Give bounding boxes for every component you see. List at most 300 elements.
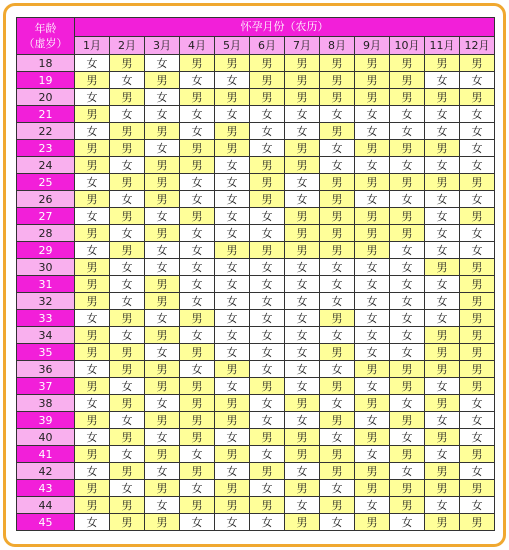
age-cell: 22 (17, 123, 75, 140)
gender-cell: 女 (460, 395, 495, 412)
table-row (17, 361, 495, 378)
gender-cell: 男 (320, 242, 355, 259)
month-header-cell: 9月 (355, 36, 390, 55)
gender-cell: 男 (145, 123, 180, 140)
gender-cell: 女 (425, 106, 460, 123)
gender-cell: 男 (250, 157, 285, 174)
gender-cell: 男 (285, 225, 320, 242)
table-row (17, 72, 495, 89)
gender-cell: 女 (460, 497, 495, 514)
gender-cell: 男 (180, 429, 215, 446)
gender-cell: 男 (460, 378, 495, 395)
gender-cell: 男 (215, 446, 250, 463)
month-header-cell: 7月 (285, 36, 320, 55)
gender-cell: 女 (215, 106, 250, 123)
gender-cell: 女 (145, 242, 180, 259)
table-row (17, 429, 495, 446)
gender-cell: 女 (215, 463, 250, 480)
gender-cell: 男 (250, 497, 285, 514)
gender-cell: 男 (250, 378, 285, 395)
gender-cell: 女 (110, 106, 145, 123)
gender-cell: 男 (250, 191, 285, 208)
gender-cell: 男 (145, 378, 180, 395)
gender-cell: 女 (180, 446, 215, 463)
gender-cell: 女 (250, 259, 285, 276)
gender-cell: 男 (460, 208, 495, 225)
gender-cell: 男 (285, 72, 320, 89)
gender-cell: 男 (215, 412, 250, 429)
gender-cell: 男 (460, 361, 495, 378)
gender-cell: 女 (390, 395, 425, 412)
gender-cell: 男 (180, 395, 215, 412)
age-cell: 24 (17, 157, 75, 174)
gender-cell: 女 (320, 327, 355, 344)
gender-cell: 女 (320, 259, 355, 276)
age-cell: 38 (17, 395, 75, 412)
gender-cell: 男 (145, 174, 180, 191)
table-row (17, 106, 495, 123)
gender-cell: 男 (390, 412, 425, 429)
gender-cell: 男 (425, 429, 460, 446)
age-cell: 44 (17, 497, 75, 514)
age-cell: 45 (17, 514, 75, 531)
gender-cell: 女 (75, 514, 110, 531)
gender-cell: 男 (215, 140, 250, 157)
gender-cell: 女 (460, 225, 495, 242)
gender-cell: 女 (180, 327, 215, 344)
month-header-cell: 5月 (215, 36, 250, 55)
gender-cell: 男 (75, 259, 110, 276)
gender-cell: 男 (215, 497, 250, 514)
gender-cell: 女 (460, 412, 495, 429)
age-cell: 43 (17, 480, 75, 497)
age-cell: 42 (17, 463, 75, 480)
gender-cell: 男 (285, 395, 320, 412)
month-header-cell: 11月 (425, 36, 460, 55)
gender-cell: 男 (180, 89, 215, 106)
gender-cell: 女 (215, 174, 250, 191)
age-cell: 34 (17, 327, 75, 344)
gender-cell: 女 (285, 361, 320, 378)
month-header-cell: 10月 (390, 36, 425, 55)
gender-cell: 女 (390, 327, 425, 344)
gender-cell: 女 (285, 123, 320, 140)
age-cell: 40 (17, 429, 75, 446)
age-cell: 39 (17, 412, 75, 429)
gender-cell: 男 (110, 344, 145, 361)
gender-cell: 女 (285, 310, 320, 327)
gender-cell: 女 (75, 123, 110, 140)
table-row (17, 55, 495, 72)
gender-cell: 男 (75, 378, 110, 395)
gender-prediction-table (16, 17, 495, 531)
gender-cell: 男 (320, 72, 355, 89)
gender-cell: 男 (250, 429, 285, 446)
table-row (17, 310, 495, 327)
gender-cell: 女 (425, 157, 460, 174)
gender-cell: 男 (75, 327, 110, 344)
age-cell: 20 (17, 89, 75, 106)
gender-cell: 女 (75, 89, 110, 106)
gender-cell: 女 (180, 293, 215, 310)
age-cell: 27 (17, 208, 75, 225)
table-row (17, 123, 495, 140)
gender-cell: 女 (250, 395, 285, 412)
table-row (17, 140, 495, 157)
gender-cell: 男 (320, 191, 355, 208)
gender-cell: 女 (355, 191, 390, 208)
gender-cell: 男 (320, 208, 355, 225)
gender-cell: 女 (145, 140, 180, 157)
gender-cell: 女 (180, 106, 215, 123)
gender-cell: 女 (285, 276, 320, 293)
gender-cell: 女 (145, 89, 180, 106)
gender-cell: 男 (355, 55, 390, 72)
gender-cell: 男 (285, 140, 320, 157)
gender-cell: 男 (425, 344, 460, 361)
gender-cell: 女 (110, 327, 145, 344)
gender-cell: 男 (320, 89, 355, 106)
gender-cell: 女 (75, 208, 110, 225)
gender-cell: 男 (110, 463, 145, 480)
gender-cell: 男 (75, 72, 110, 89)
gender-cell: 男 (215, 89, 250, 106)
gender-cell: 女 (390, 106, 425, 123)
gender-cell: 女 (285, 497, 320, 514)
gender-cell: 男 (75, 497, 110, 514)
gender-cell: 女 (355, 344, 390, 361)
gender-cell: 男 (460, 89, 495, 106)
gender-cell: 男 (425, 480, 460, 497)
gender-cell: 男 (250, 55, 285, 72)
gender-cell: 男 (320, 463, 355, 480)
gender-cell: 男 (460, 259, 495, 276)
gender-cell: 女 (285, 293, 320, 310)
gender-cell: 女 (460, 106, 495, 123)
gender-cell: 男 (180, 157, 215, 174)
gender-cell: 女 (250, 480, 285, 497)
gender-cell: 女 (425, 497, 460, 514)
table-row (17, 412, 495, 429)
gender-cell: 女 (355, 106, 390, 123)
gender-cell: 男 (460, 327, 495, 344)
gender-cell: 女 (180, 480, 215, 497)
gender-cell: 女 (425, 378, 460, 395)
gender-cell: 女 (180, 259, 215, 276)
table-row (17, 293, 495, 310)
age-header-label: 年龄 (34, 22, 57, 35)
gender-cell: 女 (285, 106, 320, 123)
gender-cell: 女 (460, 123, 495, 140)
gender-cell: 男 (180, 55, 215, 72)
gender-cell: 男 (250, 242, 285, 259)
gender-cell: 男 (460, 55, 495, 72)
month-header-title: 怀孕月份（农历） (75, 18, 495, 37)
gender-cell: 女 (180, 225, 215, 242)
gender-cell: 男 (285, 429, 320, 446)
gender-cell: 男 (75, 157, 110, 174)
gender-cell: 男 (110, 361, 145, 378)
month-header-cell: 8月 (320, 36, 355, 55)
gender-cell: 女 (285, 259, 320, 276)
table-body (17, 55, 495, 531)
gender-cell: 男 (75, 191, 110, 208)
gender-cell: 男 (425, 327, 460, 344)
gender-cell: 男 (250, 72, 285, 89)
gender-cell: 女 (425, 446, 460, 463)
gender-cell: 女 (250, 412, 285, 429)
gender-cell: 女 (215, 225, 250, 242)
age-cell: 33 (17, 310, 75, 327)
table-row (17, 344, 495, 361)
gender-cell: 男 (145, 225, 180, 242)
gender-cell: 女 (145, 310, 180, 327)
gender-cell: 男 (425, 89, 460, 106)
age-cell: 25 (17, 174, 75, 191)
age-cell: 29 (17, 242, 75, 259)
gender-cell: 男 (75, 140, 110, 157)
gender-cell: 男 (320, 497, 355, 514)
gender-cell: 女 (145, 55, 180, 72)
month-header-cell: 12月 (460, 36, 495, 55)
gender-cell: 女 (390, 463, 425, 480)
gender-cell: 男 (425, 174, 460, 191)
gender-cell: 女 (250, 446, 285, 463)
gender-cell: 男 (460, 446, 495, 463)
age-cell: 37 (17, 378, 75, 395)
gender-cell: 女 (425, 310, 460, 327)
gender-cell: 女 (425, 208, 460, 225)
gender-cell: 男 (390, 361, 425, 378)
gender-cell: 男 (145, 361, 180, 378)
gender-cell: 女 (180, 174, 215, 191)
gender-cell: 男 (355, 72, 390, 89)
table-row (17, 89, 495, 106)
gender-cell: 男 (355, 225, 390, 242)
gender-cell: 女 (460, 463, 495, 480)
table-row (17, 378, 495, 395)
month-header-cell: 3月 (145, 36, 180, 55)
gender-cell: 女 (250, 208, 285, 225)
gender-cell: 女 (215, 514, 250, 531)
gender-cell: 女 (320, 429, 355, 446)
gender-cell: 男 (75, 446, 110, 463)
gender-cell: 女 (390, 344, 425, 361)
gender-cell: 女 (355, 497, 390, 514)
age-cell: 31 (17, 276, 75, 293)
age-header-sub-label: （虚岁） (23, 37, 68, 50)
gender-cell: 女 (110, 480, 145, 497)
gender-cell: 男 (355, 208, 390, 225)
gender-cell: 男 (320, 310, 355, 327)
gender-cell: 男 (75, 293, 110, 310)
gender-cell: 女 (425, 72, 460, 89)
age-cell: 21 (17, 106, 75, 123)
gender-cell: 女 (145, 344, 180, 361)
gender-cell: 女 (215, 157, 250, 174)
gender-cell: 女 (110, 293, 145, 310)
gender-cell: 女 (460, 157, 495, 174)
gender-cell: 男 (460, 344, 495, 361)
gender-cell: 男 (110, 89, 145, 106)
gender-cell: 女 (215, 259, 250, 276)
gender-cell: 男 (110, 514, 145, 531)
gender-cell: 女 (250, 225, 285, 242)
gender-cell: 女 (180, 242, 215, 259)
gender-cell: 女 (145, 259, 180, 276)
month-header-cell: 1月 (75, 36, 110, 55)
age-cell: 41 (17, 446, 75, 463)
gender-cell: 女 (425, 123, 460, 140)
gender-cell: 女 (215, 191, 250, 208)
gender-cell: 女 (75, 395, 110, 412)
gender-cell: 女 (75, 310, 110, 327)
age-header (17, 18, 75, 55)
gender-cell: 女 (215, 293, 250, 310)
gender-cell: 男 (425, 361, 460, 378)
gender-cell: 男 (110, 242, 145, 259)
gender-cell: 女 (460, 140, 495, 157)
gender-cell: 女 (285, 191, 320, 208)
gender-cell: 女 (390, 191, 425, 208)
gender-cell: 男 (110, 174, 145, 191)
table-row (17, 208, 495, 225)
gender-cell: 女 (75, 463, 110, 480)
gender-cell: 女 (390, 242, 425, 259)
gender-cell: 男 (390, 140, 425, 157)
gender-cell: 女 (320, 140, 355, 157)
gender-cell: 女 (355, 259, 390, 276)
gender-cell: 女 (390, 259, 425, 276)
table-row (17, 446, 495, 463)
gender-cell: 女 (390, 310, 425, 327)
gender-cell: 男 (145, 72, 180, 89)
month-header-cell: 2月 (110, 36, 145, 55)
gender-cell: 男 (390, 378, 425, 395)
gender-cell: 男 (355, 361, 390, 378)
age-cell: 19 (17, 72, 75, 89)
gender-cell: 男 (425, 395, 460, 412)
gender-cell: 女 (285, 327, 320, 344)
gender-cell: 女 (285, 463, 320, 480)
gender-cell: 女 (355, 157, 390, 174)
gender-cell: 男 (390, 497, 425, 514)
gender-cell: 女 (390, 293, 425, 310)
gender-cell: 男 (355, 89, 390, 106)
gender-cell: 女 (320, 106, 355, 123)
gender-cell: 男 (110, 208, 145, 225)
gender-cell: 男 (320, 55, 355, 72)
gender-cell: 男 (390, 446, 425, 463)
gender-cell: 女 (285, 344, 320, 361)
gender-cell: 女 (75, 174, 110, 191)
gender-cell: 男 (110, 140, 145, 157)
gender-cell: 女 (355, 412, 390, 429)
gender-cell: 男 (425, 463, 460, 480)
gender-cell: 女 (180, 361, 215, 378)
gender-cell: 女 (390, 514, 425, 531)
gender-cell: 男 (355, 429, 390, 446)
gender-cell: 女 (355, 327, 390, 344)
gender-cell: 女 (460, 429, 495, 446)
gender-cell: 女 (250, 327, 285, 344)
table-row (17, 514, 495, 531)
gender-cell: 男 (460, 276, 495, 293)
gender-cell: 男 (180, 208, 215, 225)
age-cell: 23 (17, 140, 75, 157)
gender-cell: 男 (250, 463, 285, 480)
gender-cell: 男 (110, 310, 145, 327)
gender-cell: 男 (250, 89, 285, 106)
gender-cell: 女 (110, 191, 145, 208)
gender-cell: 女 (180, 191, 215, 208)
gender-cell: 男 (320, 225, 355, 242)
age-cell: 36 (17, 361, 75, 378)
age-cell: 28 (17, 225, 75, 242)
gender-cell: 男 (110, 123, 145, 140)
gender-cell: 女 (180, 276, 215, 293)
month-header-cell: 4月 (180, 36, 215, 55)
gender-cell: 女 (110, 276, 145, 293)
age-cell: 35 (17, 344, 75, 361)
month-header-row (17, 36, 495, 55)
table-row (17, 327, 495, 344)
gender-cell: 女 (75, 429, 110, 446)
gender-cell: 女 (250, 361, 285, 378)
gender-cell: 男 (180, 378, 215, 395)
gender-cell: 男 (215, 242, 250, 259)
gender-cell: 女 (215, 429, 250, 446)
table-row (17, 259, 495, 276)
gender-cell: 男 (215, 480, 250, 497)
gender-cell: 男 (75, 225, 110, 242)
gender-cell: 女 (110, 157, 145, 174)
gender-cell: 男 (320, 412, 355, 429)
gender-cell: 男 (320, 378, 355, 395)
gender-cell: 男 (110, 429, 145, 446)
gender-cell: 女 (460, 191, 495, 208)
gender-cell: 男 (285, 514, 320, 531)
gender-cell: 男 (390, 480, 425, 497)
gender-cell: 女 (355, 310, 390, 327)
gender-cell: 女 (250, 106, 285, 123)
gender-cell: 女 (180, 72, 215, 89)
gender-cell: 女 (320, 276, 355, 293)
gender-cell: 男 (355, 514, 390, 531)
gender-cell: 女 (110, 259, 145, 276)
gender-cell: 男 (75, 480, 110, 497)
gender-cell: 男 (285, 480, 320, 497)
gender-cell: 男 (355, 480, 390, 497)
gender-cell: 男 (180, 310, 215, 327)
gender-cell: 女 (215, 344, 250, 361)
gender-cell: 男 (145, 191, 180, 208)
gender-cell: 女 (250, 344, 285, 361)
gender-cell: 女 (425, 225, 460, 242)
table-row (17, 225, 495, 242)
gender-cell: 男 (460, 293, 495, 310)
age-cell: 18 (17, 55, 75, 72)
gender-cell: 男 (355, 242, 390, 259)
gender-cell: 男 (425, 55, 460, 72)
gender-cell: 女 (390, 123, 425, 140)
gender-cell: 女 (145, 429, 180, 446)
table-row (17, 174, 495, 191)
gender-cell: 男 (390, 208, 425, 225)
gender-cell: 男 (320, 174, 355, 191)
gender-cell: 女 (320, 361, 355, 378)
gender-cell: 男 (460, 514, 495, 531)
